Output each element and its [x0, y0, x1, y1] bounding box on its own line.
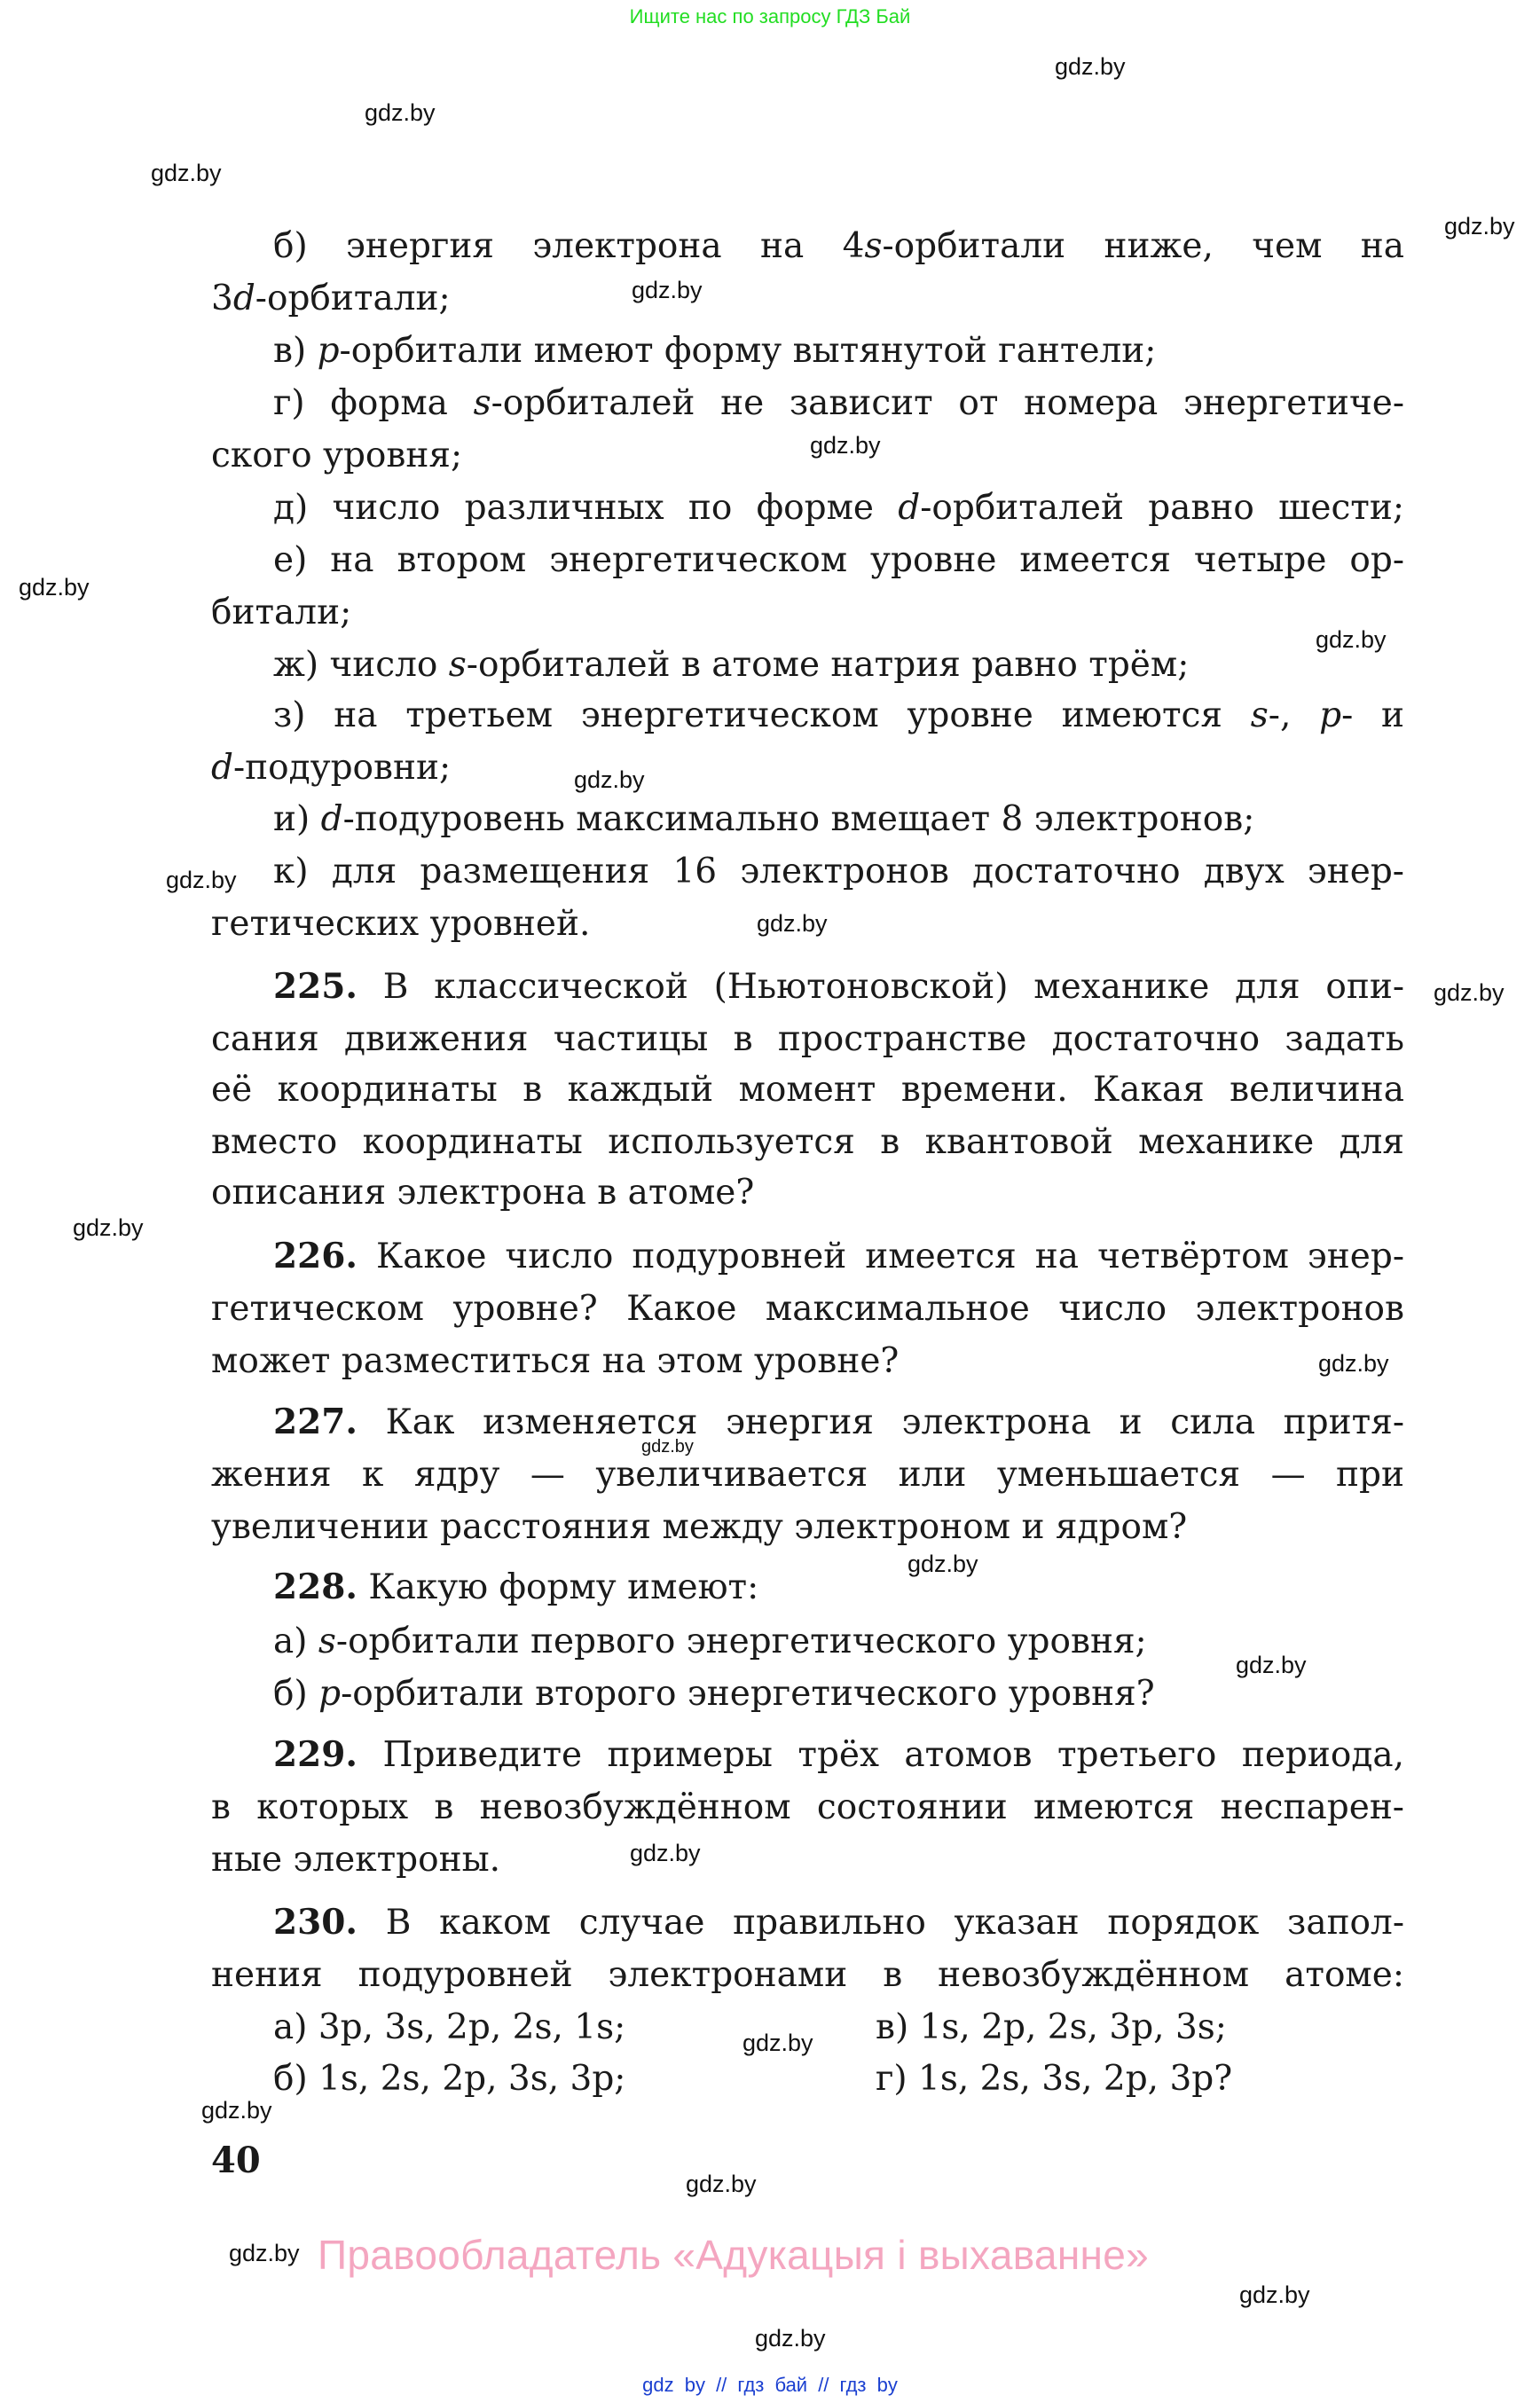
question-number: 228. — [273, 1567, 358, 1607]
watermark: gdz.by — [73, 1214, 144, 1241]
option-b-cont: 3d-орбитали; — [211, 279, 451, 318]
watermark: gdz.by — [1316, 626, 1387, 653]
watermark: gdz.by — [641, 1437, 694, 1457]
watermark: gdz.by — [166, 867, 237, 893]
option-g: г) форма s-орбиталей не зависит от номера энергетиче- — [273, 383, 1404, 423]
option-b: б) энергия электрона на 4s-орбитали ниже, чем на — [273, 226, 1404, 266]
question-230-option-g: г) 1s, 2s, 3s, 2p, 3p? — [876, 2059, 1233, 2099]
watermark: gdz.by — [757, 910, 828, 937]
question-number: 227. — [273, 1402, 358, 1442]
question-227-line: 227. Как изменяется энергия электрона и сила притя- — [273, 1402, 1404, 1442]
question-228-option-b: б) p-орбитали второго энергетического уровня? — [273, 1674, 1155, 1714]
option-d: д) число различных по форме d-орбиталей равно шести; — [273, 488, 1404, 528]
question-227-line: жения к ядру — увеличивается или уменьшается — при — [211, 1455, 1404, 1495]
watermark: gdz.by — [1434, 979, 1505, 1006]
watermark: gdz.by — [632, 277, 703, 303]
watermark: gdz.by — [686, 2171, 757, 2197]
question-225-line: описания электрона в атоме? — [211, 1173, 755, 1213]
question-225-line: вместо координаты используется в квантовой механике для — [211, 1122, 1404, 1162]
watermark: gdz.by — [151, 160, 222, 186]
option-zh: ж) число s-орбиталей в атоме натрия равно трём; — [273, 645, 1190, 685]
question-226-line: 226. Какое число подуровней имеется на четвёртом энер- — [273, 1236, 1404, 1276]
question-229-line: 229. Приведите примеры трёх атомов третьего периода, — [273, 1734, 1404, 1775]
watermark: gdz.by — [755, 2325, 826, 2352]
question-230-line: нения подуровней электронами в невозбуждённом атоме: — [211, 1955, 1404, 1995]
watermark: gdz.by — [19, 574, 90, 601]
watermark: gdz.by — [1318, 1350, 1389, 1377]
search-hint-banner: Ищите нас по запросу ГДЗ Бай — [629, 5, 911, 27]
question-229-line: в которых в невозбуждённом состоянии имеются неспарен- — [211, 1787, 1404, 1827]
watermark: gdz.by — [574, 766, 645, 793]
question-229-line: ные электроны. — [211, 1840, 501, 1880]
question-230-option-v: в) 1s, 2p, 2s, 3p, 3s; — [876, 2007, 1227, 2047]
option-k-cont: гетических уровней. — [211, 904, 591, 944]
question-228-option-a: а) s-орбитали первого энергетического уровня; — [273, 1622, 1147, 1661]
watermark: gdz.by — [1055, 53, 1126, 80]
watermark: gdz.by — [630, 1840, 701, 1866]
question-226-line: гетическом уровне? Какое максимальное число электронов — [211, 1289, 1404, 1329]
question-225-line: сания движения частицы в пространстве достаточно задать — [211, 1019, 1404, 1059]
question-number: 225. — [273, 966, 358, 1007]
watermark: gdz.by — [201, 2097, 272, 2124]
option-g-cont: ского уровня; — [211, 436, 463, 475]
question-230-option-a: а) 3p, 3s, 2p, 2s, 1s; — [273, 2007, 626, 2047]
question-228-line: 228. Какую форму имеют: — [273, 1567, 759, 1607]
option-v: в) p-орбитали имеют форму вытянутой гантели; — [273, 331, 1157, 371]
option-k: к) для размещения 16 электронов достаточно двух энер- — [273, 852, 1404, 891]
question-number: 226. — [273, 1236, 358, 1276]
watermark: gdz.by — [810, 432, 881, 459]
rights-holder-notice: Правообладатель «Адукацыя і выхаванне» — [318, 2232, 1149, 2278]
question-225-line: 225. В классической (Ньютоновской) механике для опи- — [273, 966, 1404, 1007]
watermark: gdz.by — [1444, 213, 1515, 240]
question-230-line: 230. В каком случае правильно указан порядок запол- — [273, 1902, 1404, 1943]
watermark: gdz.by — [1236, 1652, 1307, 1678]
footer-links: gdz by // гдз бай // гдз by — [642, 2374, 898, 2396]
question-225-line: её координаты в каждый момент времени. Какая величина — [211, 1070, 1404, 1110]
watermark: gdz.by — [908, 1551, 978, 1577]
option-z-cont: d-подуровни; — [211, 748, 452, 788]
question-number: 230. — [273, 1902, 358, 1943]
option-e-cont: битали; — [211, 593, 352, 632]
question-227-line: увеличении расстояния между электроном и ядром? — [211, 1507, 1188, 1547]
question-number: 229. — [273, 1734, 358, 1775]
option-i: и) d-подуровень максимально вмещает 8 электронов; — [273, 799, 1255, 839]
question-226-line: может разместиться на этом уровне? — [211, 1341, 900, 1381]
watermark: gdz.by — [365, 99, 436, 126]
watermark: gdz.by — [229, 2240, 300, 2266]
question-230-option-b: б) 1s, 2s, 2p, 3s, 3p; — [273, 2059, 626, 2099]
watermark: gdz.by — [1239, 2281, 1310, 2308]
watermark: gdz.by — [742, 2030, 813, 2056]
page-number: 40 — [211, 2140, 261, 2181]
option-e: е) на втором энергетическом уровне имеется четыре ор- — [273, 540, 1404, 580]
option-z: з) на третьем энергетическом уровне имеются s-, p- и — [273, 695, 1404, 735]
